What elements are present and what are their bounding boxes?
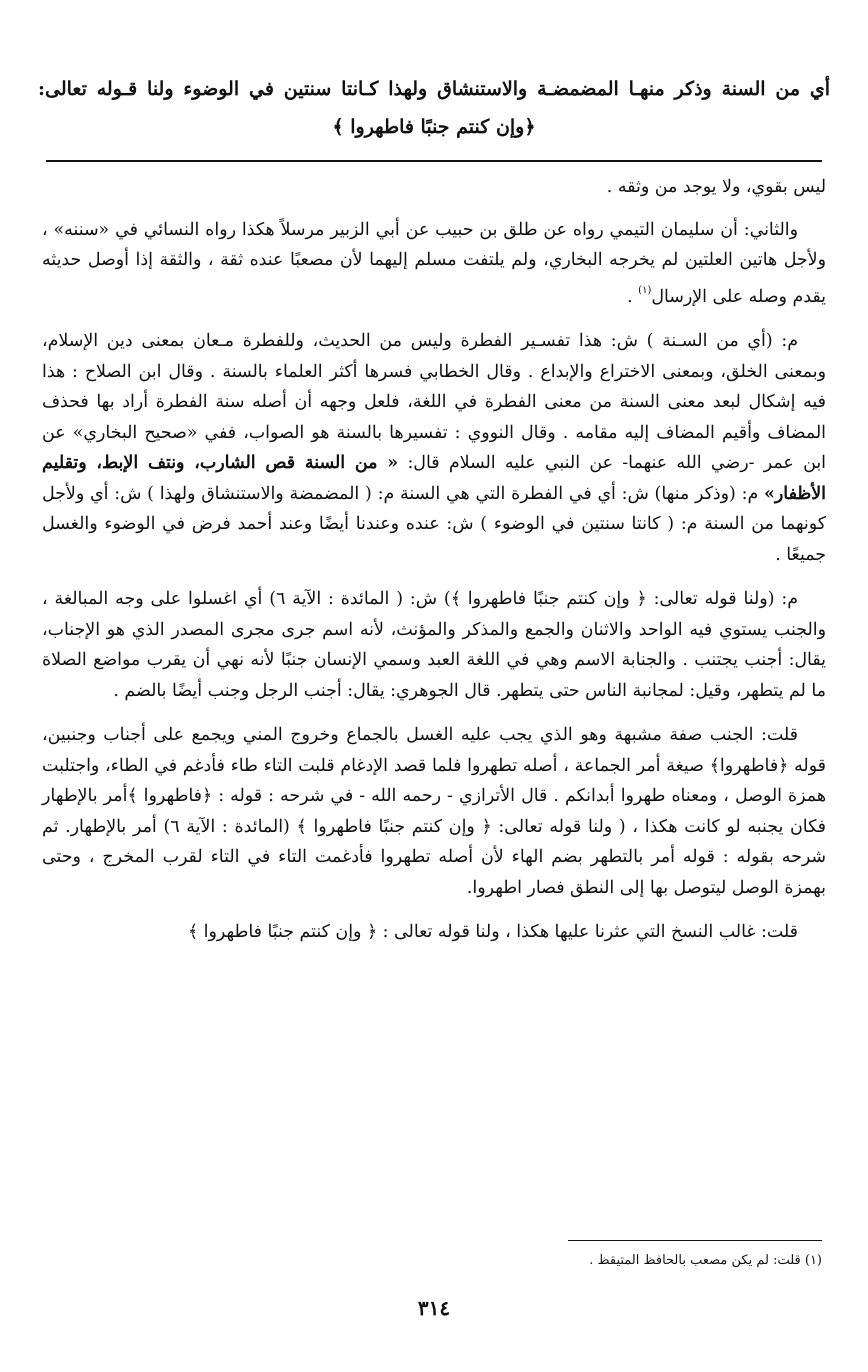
paragraph-6: قلت: غالب النسخ التي عثرنا عليها هكذا ، ولنا قوله تعالى : ﴿ وإن كنتم جنبًا فاطهروا ﴾ xyxy=(187,922,798,942)
commentary-body xyxy=(42,172,826,962)
paragraph-1: ليس بقوي، ولا يوجد من وثقه . xyxy=(606,177,826,197)
paragraph-3-text-c: م: (وذكر منها) ش: أي في الفطرة التي هي السنة م: ( المضمضة والاستنشاق ولهذا ) ش: أي ولأجل كونهما من السنة م: ( كانتا سنتين في الوضوء ) ش: عنده وعندنا أيضًا وعند أحمد فرض في الوضوء والغسل جميعًا . xyxy=(42,483,826,565)
footnote-ref: (١) xyxy=(638,284,652,296)
page-number: ٣١٤ xyxy=(417,1296,451,1320)
paragraph-2-text: والثاني: أن سليمان التيمي رواه عن طلق بن حبيب عن أبي الزبير مرسلاً هكذا رواه النسائي في «سننه» ، ولأجل هاتين العلتين لم يخرجه البخاري، ولم يلتفت مسلم إليهما لأن مصعبًا عنده ثقة ، والثقة إذا أوصل حديثه يقدم وصله على الإرسال xyxy=(42,219,826,307)
paragraph-4: م: (ولنا قوله تعالى: ﴿ وإن كنتم جنبًا فاطهروا ﴾) ش: ( المائدة : الآية ٦) أي اغسلوا على وجه المبالغة ، والجنب يستوي فيه الواحد والاثنان والجمع والمذكر والمؤنث، لأنه اسم جرى مجرى المصدر الذي هو الإجناب، يقال: أجنب يجتنب . والجنابة الاسم وهي في اللغة العبد وسمي الإنسان جنبًا لأنه نهي أن يقرب مواضع الصلاة ما لم يتطهر، وقيل: لمجانبة الناس حتى يتطهر. قال الجوهري: يقال: أجنب الرجل وجنب أيضًا بالضم . xyxy=(42,589,826,701)
header-divider xyxy=(46,160,822,162)
hadith-quote: « من السنة قص الشارب، ونتف الإبط، وتقليم الأظفار» xyxy=(42,453,826,504)
paragraph-5: قلت: الجنب صفة مشبهة وهو الذي يجب عليه الغسل بالجماع وخروج المني ويجمع على أجناب وجنبين، قوله ﴿فاطهروا﴾ صيغة أمر الجماعة ، أصله تطهروا فلما قصد الإدغام قلبت التاء طاء فأدغم في الطاء، واجتلبت همزة الوصل ، ومعناه طهروا أبدانكم . قال الأترازي - رحمه الله - في شرحه : قوله : ﴿فاطهروا ﴾أمر بالإطهار فكان يجنبه لو كانت هكذا ، ( ولنا قوله تعالى: ﴿ وإن كنتم جنبًا فاطهروا ﴾ (المائدة : الآية ٦) أمر بالإطهار. ثم شرحه بقوله : قوله أمر بالتطهر بضم الهاء لأن أصله تطهروا فأدغمت التاء في التاء لقرب المخرج ، وحتى بهمزة الوصل ليتوصل بها إلى النطق فصار اطهروا. xyxy=(42,725,826,898)
footnote: (١) قلت: لم يكن مصعب بالحافظ المتيقظ . xyxy=(589,1253,822,1268)
matn-header xyxy=(38,70,830,146)
paragraph-2-end: . xyxy=(627,286,639,307)
footnote-divider xyxy=(568,1240,822,1241)
paragraph-3-text-a: م: (أي من السـنة ) ش: هذا تفسـير الفطرة وليس من الحديث، وللفطرة مـعان بمعنى دين الإسلام، وبمعنى الخلق، وبمعنى الاختراع والإبداع . وقال الخطابي فسرها أكثر العلماء بالسنة . وقال ابن الصلاح : هذا فيه إشكال لبعد معنى السنة من معنى الفطرة في اللغة، فلعل وجهه أن أصله سنة الفطرة أراد بها فحذف المضاف وأقيم المضاف إليه مقامه . وقال النووي : تفسيرها بالسنة هو الصواب، ففي «صحيح البخاري» عن ابن عمر -رضي الله عنهما- عن النبي عليه السلام قال: xyxy=(42,331,826,473)
paragraph-2 xyxy=(42,215,826,313)
header-line-1: أي من السنة وذكر منهـا المضمضـة والاستنشاق ولهذا كـانتا سنتين في الوضوء ولنا قـوله تعالى: xyxy=(38,78,830,100)
header-line-2: ﴿وإن كنتم جنبًا فاطهروا ﴾ xyxy=(332,116,536,138)
paragraph-3 xyxy=(42,326,826,570)
